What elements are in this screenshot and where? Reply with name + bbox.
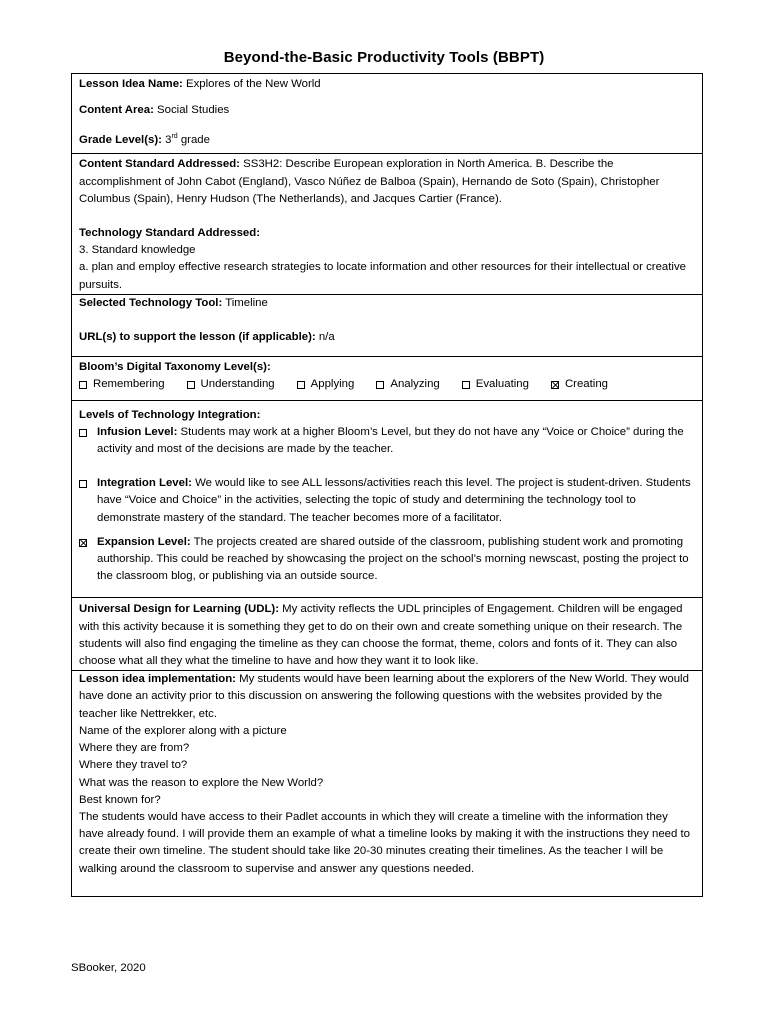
integration-label: Levels of Technology Integration: [79,408,261,421]
grade-level-suffix: rd [171,133,178,141]
checkbox-icon [187,381,195,389]
infusion-level-text: Students may work at a higher Bloom’s Level, but they do not have any “Voice or Choice” during the activity and most of the decisions are made by the teacher. [97,425,684,456]
technology-standard-label: Technology Standard Addressed: [79,227,261,240]
integration-level-item[interactable] [79,475,695,527]
question-item: Where they travel to? [79,759,188,772]
integration-level-label: Integration Level: [97,477,192,490]
blooms-options [79,376,695,393]
checkbox-icon [462,381,470,389]
udl-label: Universal Design for Learning (UDL): [79,603,279,616]
grade-level-line [79,128,695,149]
implementation-intro-text: My students would have been learning about the explorers of the New World. They would have done an activity prior to this discussion on answering the following questions with the websites provided by the teacher like Nettrekker, etc. [79,673,689,720]
udl-section [72,598,702,671]
url-line [79,329,695,346]
option-label: Analyzing [390,378,440,391]
checkbox-icon [79,381,87,389]
question-item: What was the reason to explore the New World? [79,776,324,789]
url-label: URL(s) to support the lesson (if applicable): [79,331,316,344]
url-value: n/a [315,331,335,344]
implementation-section [72,671,702,895]
content-area-value: Social Studies [153,104,230,117]
blooms-taxonomy-section [72,357,702,400]
content-standard-text: SS3H2: Describe European exploration in North America. B. Describe the accomplishment of John Cabot (England), Vasco Núñez de Balboa (Spain), Hernando de Soto (Spain), Christopher Columbus (Spain), Henry Hudson (The Netherlands), and Jacques Cartier (France). [79,158,660,205]
tool-line [79,295,695,312]
blooms-option-remembering[interactable] [79,376,165,393]
expansion-level-label: Expansion Level: [97,535,191,548]
tool-value: Timeline [222,296,268,309]
implementation-closing: The students would have access to their Padlet accounts in which they will create a timeline with the information they have already found. I will provide them an example of what a timeline looks by making it with the instructions they need to create their own timeline. The student should take like 20-30 minutes creating their timelines. As the teacher I will be walking around the classroom to supervise and answer any questions needed. [79,810,690,875]
standards-section [72,154,702,294]
technology-standard-line1: 3. Standard knowledge [79,244,196,257]
expansion-level-item[interactable] [79,534,695,586]
blooms-option-applying[interactable] [297,376,355,393]
option-label: Applying [310,378,355,391]
integration-level-text: We would like to see ALL lessons/activities reach this level. The project is student-driven. Students have “Voice and Choice” in the activities, selecting the topic of study and determining the technology tool to demonstrate mastery of the standard. The teacher becomes more of a facilitator. [97,477,691,524]
tool-label: Selected Technology Tool: [79,296,223,309]
option-label: Remembering [93,378,165,391]
infusion-level-item[interactable] [79,424,695,458]
document-title: Beyond-the-Basic Productivity Tools (BBPT) [223,49,545,66]
content-area-label: Content Area: [79,104,154,117]
implementation-intro [79,671,695,723]
checkbox-icon [297,381,305,389]
checkbox-icon [79,429,87,437]
question-item: Name of the explorer along with a picture [79,724,287,737]
content-standard [79,156,695,208]
lesson-info-section [72,74,702,154]
technology-integration-section [72,401,702,599]
udl-text: My activity reflects the UDL principles of Engagement. Children will be engaged with this activity because it is something they get to do on their own and create something unique on their research. The students will also find engaging the timeline as they can choose the format, theme, colors and fonts of it. They can also choose what all they what the timeline to have and how they want it to look like. [79,603,683,668]
implementation-label: Lesson idea implementation: [79,673,236,686]
lesson-name-line [79,76,695,93]
technology-standard-line2: a. plan and employ effective research strategies to locate information and other resources for their intellectual or creative pursuits. [79,261,686,291]
question-item: Best known for? [79,793,161,806]
blooms-option-creating[interactable] [551,376,608,393]
blooms-option-understanding[interactable] [187,376,275,393]
lesson-name-label: Lesson Idea Name: [79,78,183,90]
blooms-option-analyzing[interactable] [376,376,439,393]
option-label: Understanding [200,378,275,391]
checked-checkbox-icon [551,381,559,389]
lesson-name-value: Explores of the New World [182,78,321,90]
content-area-line [79,102,695,119]
technology-tool-section [72,295,702,357]
grade-level-value: 3 [161,134,172,147]
grade-level-unit: grade [177,134,210,147]
checkbox-icon [376,381,384,389]
lesson-plan-table [71,73,703,897]
content-standard-label: Content Standard Addressed: [79,158,240,171]
blooms-option-evaluating[interactable] [462,376,529,393]
grade-level-label: Grade Level(s): [79,134,162,147]
blooms-label: Bloom’s Digital Taxonomy Level(s): [79,361,271,374]
option-label: Creating [564,378,608,391]
expansion-level-text: The projects created are shared outside of the classroom, publishing student work and promoting authorship. This could be reached by showcasing the project on the school’s morning newscast, posting the project to the classroom blog, or publishing via an outside source. [97,535,689,583]
checkbox-icon [79,480,87,488]
infusion-level-label: Infusion Level: [97,425,178,438]
question-item: Where they are from? [79,742,190,755]
option-label: Evaluating [475,378,529,391]
checked-checkbox-icon [79,539,87,547]
footer-credit: SBooker, 2020 [71,962,146,974]
udl-paragraph [79,601,695,670]
